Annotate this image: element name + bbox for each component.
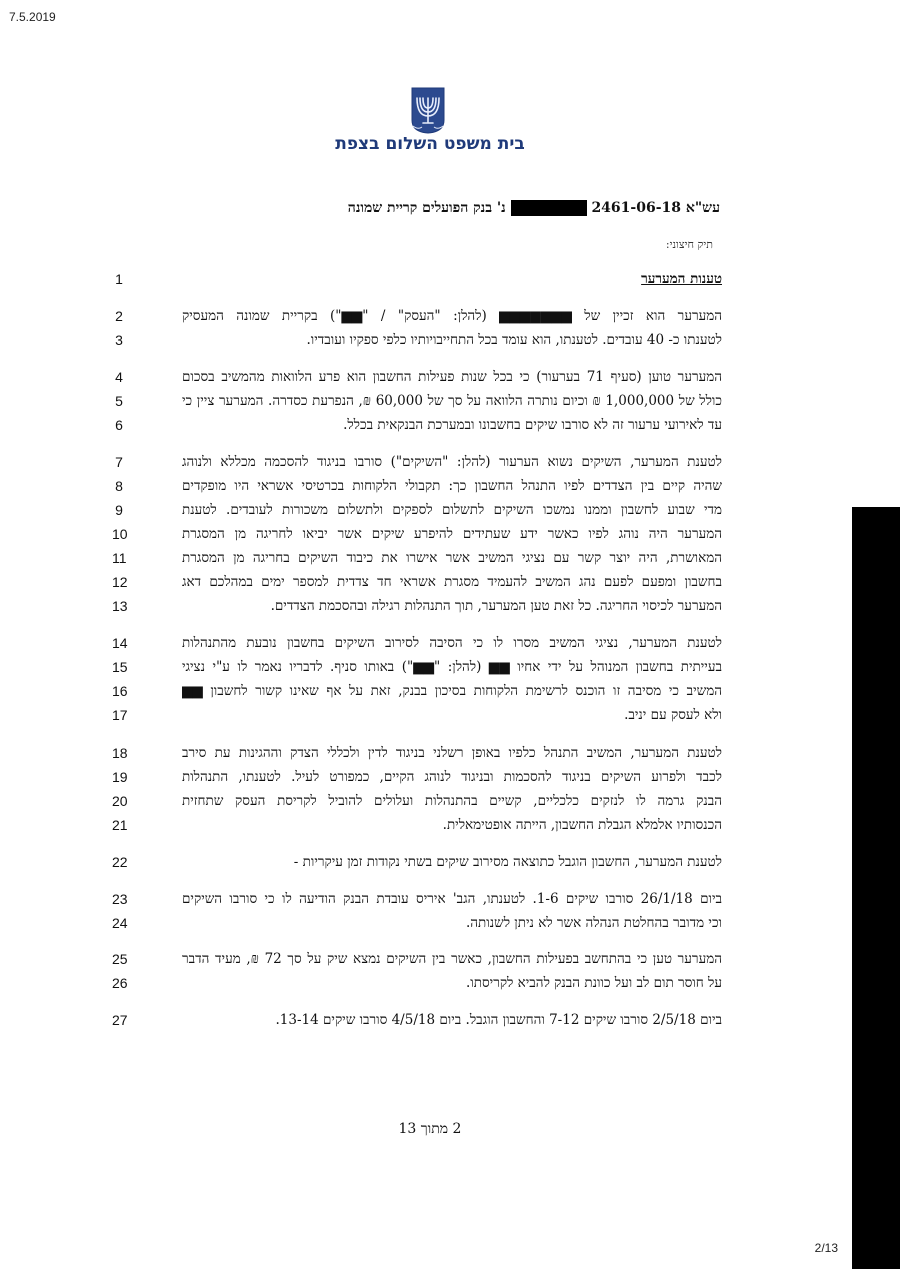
external-file-label: תיק חיצוני:	[665, 238, 713, 251]
text-line: ביום 26/1/18 סורבו שיקים 1-6. לטענתו, הגב' איריס עובדת הבנק הודיעה לו כי סורבו השיקים	[182, 891, 722, 907]
case-number: עש"א 2461-06-18	[591, 200, 720, 216]
line-number: 1	[115, 271, 123, 287]
line-number: 10	[112, 526, 128, 542]
line-number: 9	[115, 502, 123, 518]
line-number: 15	[112, 659, 128, 675]
line-number: 2	[115, 308, 123, 324]
line-number: 26	[112, 975, 128, 991]
line-number: 21	[112, 817, 128, 833]
line-number: 22	[112, 854, 128, 870]
line-number: 19	[112, 769, 128, 785]
line-number: 11	[112, 550, 127, 566]
text-line: לטענת המערער, נציגי המשיב מסרו לו כי הסיבה לסירוב השיקים בחשבון נובעת מהתנהלות	[182, 635, 722, 651]
line-number: 18	[112, 745, 128, 761]
line-number: 24	[112, 915, 128, 931]
text-line: ולא לעסק עם יניב.	[624, 707, 722, 723]
text-line: על חוסר תום לב ועל כוונת הבנק להביא לקריסתו.	[466, 975, 722, 991]
text-line: וכי מדובר בהחלטת הנהלה אשר לא ניתן לשנותה.	[466, 915, 722, 931]
text-line: כולל של 1,000,000 ₪ וכיום נותרה הלוואה על סך של 60,000 ₪, הנפרעת כסדרה. המערער ציין כי	[182, 393, 722, 409]
text-line: שהיה קיים בין הצדדים לפיו התנהל החשבון כך: תקבולי הלקוחות בכרטיסי אשראי היו מופקדים	[182, 478, 722, 494]
text-line: בחשבון ומפעם לפעם נהג המשיב להעמיד מסגרת אשראי חד צדדית למספר ימים במהלכם דאג	[182, 574, 722, 590]
text-line: עד לאירועי ערעור זה לא סורבו שיקים בחשבונו ובמערכת הבנקאית בכלל.	[343, 417, 722, 433]
line-number: 7	[115, 454, 123, 470]
redaction-box	[511, 200, 587, 216]
line-number: 23	[112, 891, 128, 907]
text-line: בעייתית בחשבון המנוהל על ידי אחיו ▆▆ (להלן: "▆▆") באותו סניף. לדבריו נאמר לו ע"י נציגי	[182, 659, 722, 675]
text-line: לטענת המערער, השיקים נשוא הערעור (להלן: "השיקים") סורבו בניגוד להסכמה מכללא ולנוהג	[182, 454, 722, 470]
text-line: המערער היה נוהג לפיו כאשר ידע שעתידים להיפרע שיקים אשר יביאו לחריגה מן המסגרת	[182, 526, 722, 542]
section-heading: טענות המערער	[641, 271, 722, 287]
line-number: 16	[112, 683, 128, 699]
line-number: 27	[112, 1012, 128, 1028]
text-line: לטענת המערער, החשבון הוגבל כתוצאה מסירוב שיקים בשתי נקודות זמן עיקריות -	[293, 854, 722, 870]
line-number: 8	[115, 478, 123, 494]
state-emblem-icon	[410, 86, 446, 134]
text-line: המאושרת, היה יוצר קשר עם נציגי המשיב אשר אישרו את כיבוד השיקים בחריגה מן המסגרת	[182, 550, 722, 566]
case-title	[348, 200, 720, 217]
text-line: המשיב כי מסיבה זו הוכנס לרשימת הלקוחות בסיכון בבנק, זאת על אף שאינו קשור לחשבון ▆▆	[182, 683, 722, 699]
text-line: מדי שבוע לחשבון וממנו נמשכו השיקים לתשלום לספקים ולתשלום משכורות לעובדים. לטענת	[182, 502, 722, 518]
text-line: המערער הוא זכיין של ▆▆▆▆▆▆▆ (להלן: "העסק" / "▆▆") בקריית שמונה המעסיק	[182, 308, 722, 324]
line-number: 17	[112, 707, 128, 723]
page-number: 2 מתוך 13	[398, 1121, 462, 1137]
text-line: הבנק גרמה לו לנזקים כלכליים, קשיים בהתנהלות ועלולים להוביל לקריסת העסק שתחזית	[182, 793, 722, 809]
line-number: 12	[112, 574, 128, 590]
text-line: לטענתו כ- 40 עובדים. לטענתו, הוא עומד בכל התחייבויותיו כלפי ספקיו ועובדיו.	[306, 332, 722, 348]
court-name: בית משפט השלום בצפת	[335, 134, 525, 154]
line-number: 6	[115, 417, 123, 433]
line-number: 25	[112, 951, 128, 967]
line-number: 5	[115, 393, 123, 409]
scan-edge-bar	[852, 507, 900, 1269]
line-number: 3	[115, 332, 123, 348]
text-line: המערער לכיסוי החריגה. כל זאת טען המערער, תוך התנהלות רגילה ובהסכמת הצדדים.	[270, 598, 722, 614]
line-number: 14	[112, 635, 128, 651]
text-line: לטענת המערער, המשיב התנהל כלפיו באופן רשלני בניגוד לדין ולכללי הצדק וההגינות עת סירב	[182, 745, 722, 761]
line-number: 13	[112, 598, 128, 614]
text-line: המערער טוען (סעיף 71 בערעור) כי בכל שנות פעילות החשבון הוא פרע הלוואות מהמשיב בסכום	[182, 369, 722, 385]
text-line: הכנסותיו אלמלא הגבלת החשבון, הייתה אופטימאלית.	[442, 817, 722, 833]
line-number: 20	[112, 793, 128, 809]
print-page-number: 2/13	[814, 1241, 838, 1255]
case-parties: נ' בנק הפועלים קריית שמונה	[347, 200, 506, 216]
text-line: ביום 2/5/18 סורבו שיקים 7-12 והחשבון הוגבל. ביום 4/5/18 סורבו שיקים 13-14.	[275, 1012, 722, 1028]
text-line: לכבד ולפרוע השיקים בניגוד להסכמות ובניגוד לנוהג הקיים, כמפורט לעיל. לטענתו, התנהלות	[182, 769, 722, 785]
print-date: 7.5.2019	[9, 10, 56, 24]
line-number: 4	[115, 369, 123, 385]
text-line: המערער טען כי בהתחשב בפעילות החשבון, כאשר בין השיקים נמצא שיק על סך 72 ₪, מעיד הדבר	[182, 951, 722, 967]
